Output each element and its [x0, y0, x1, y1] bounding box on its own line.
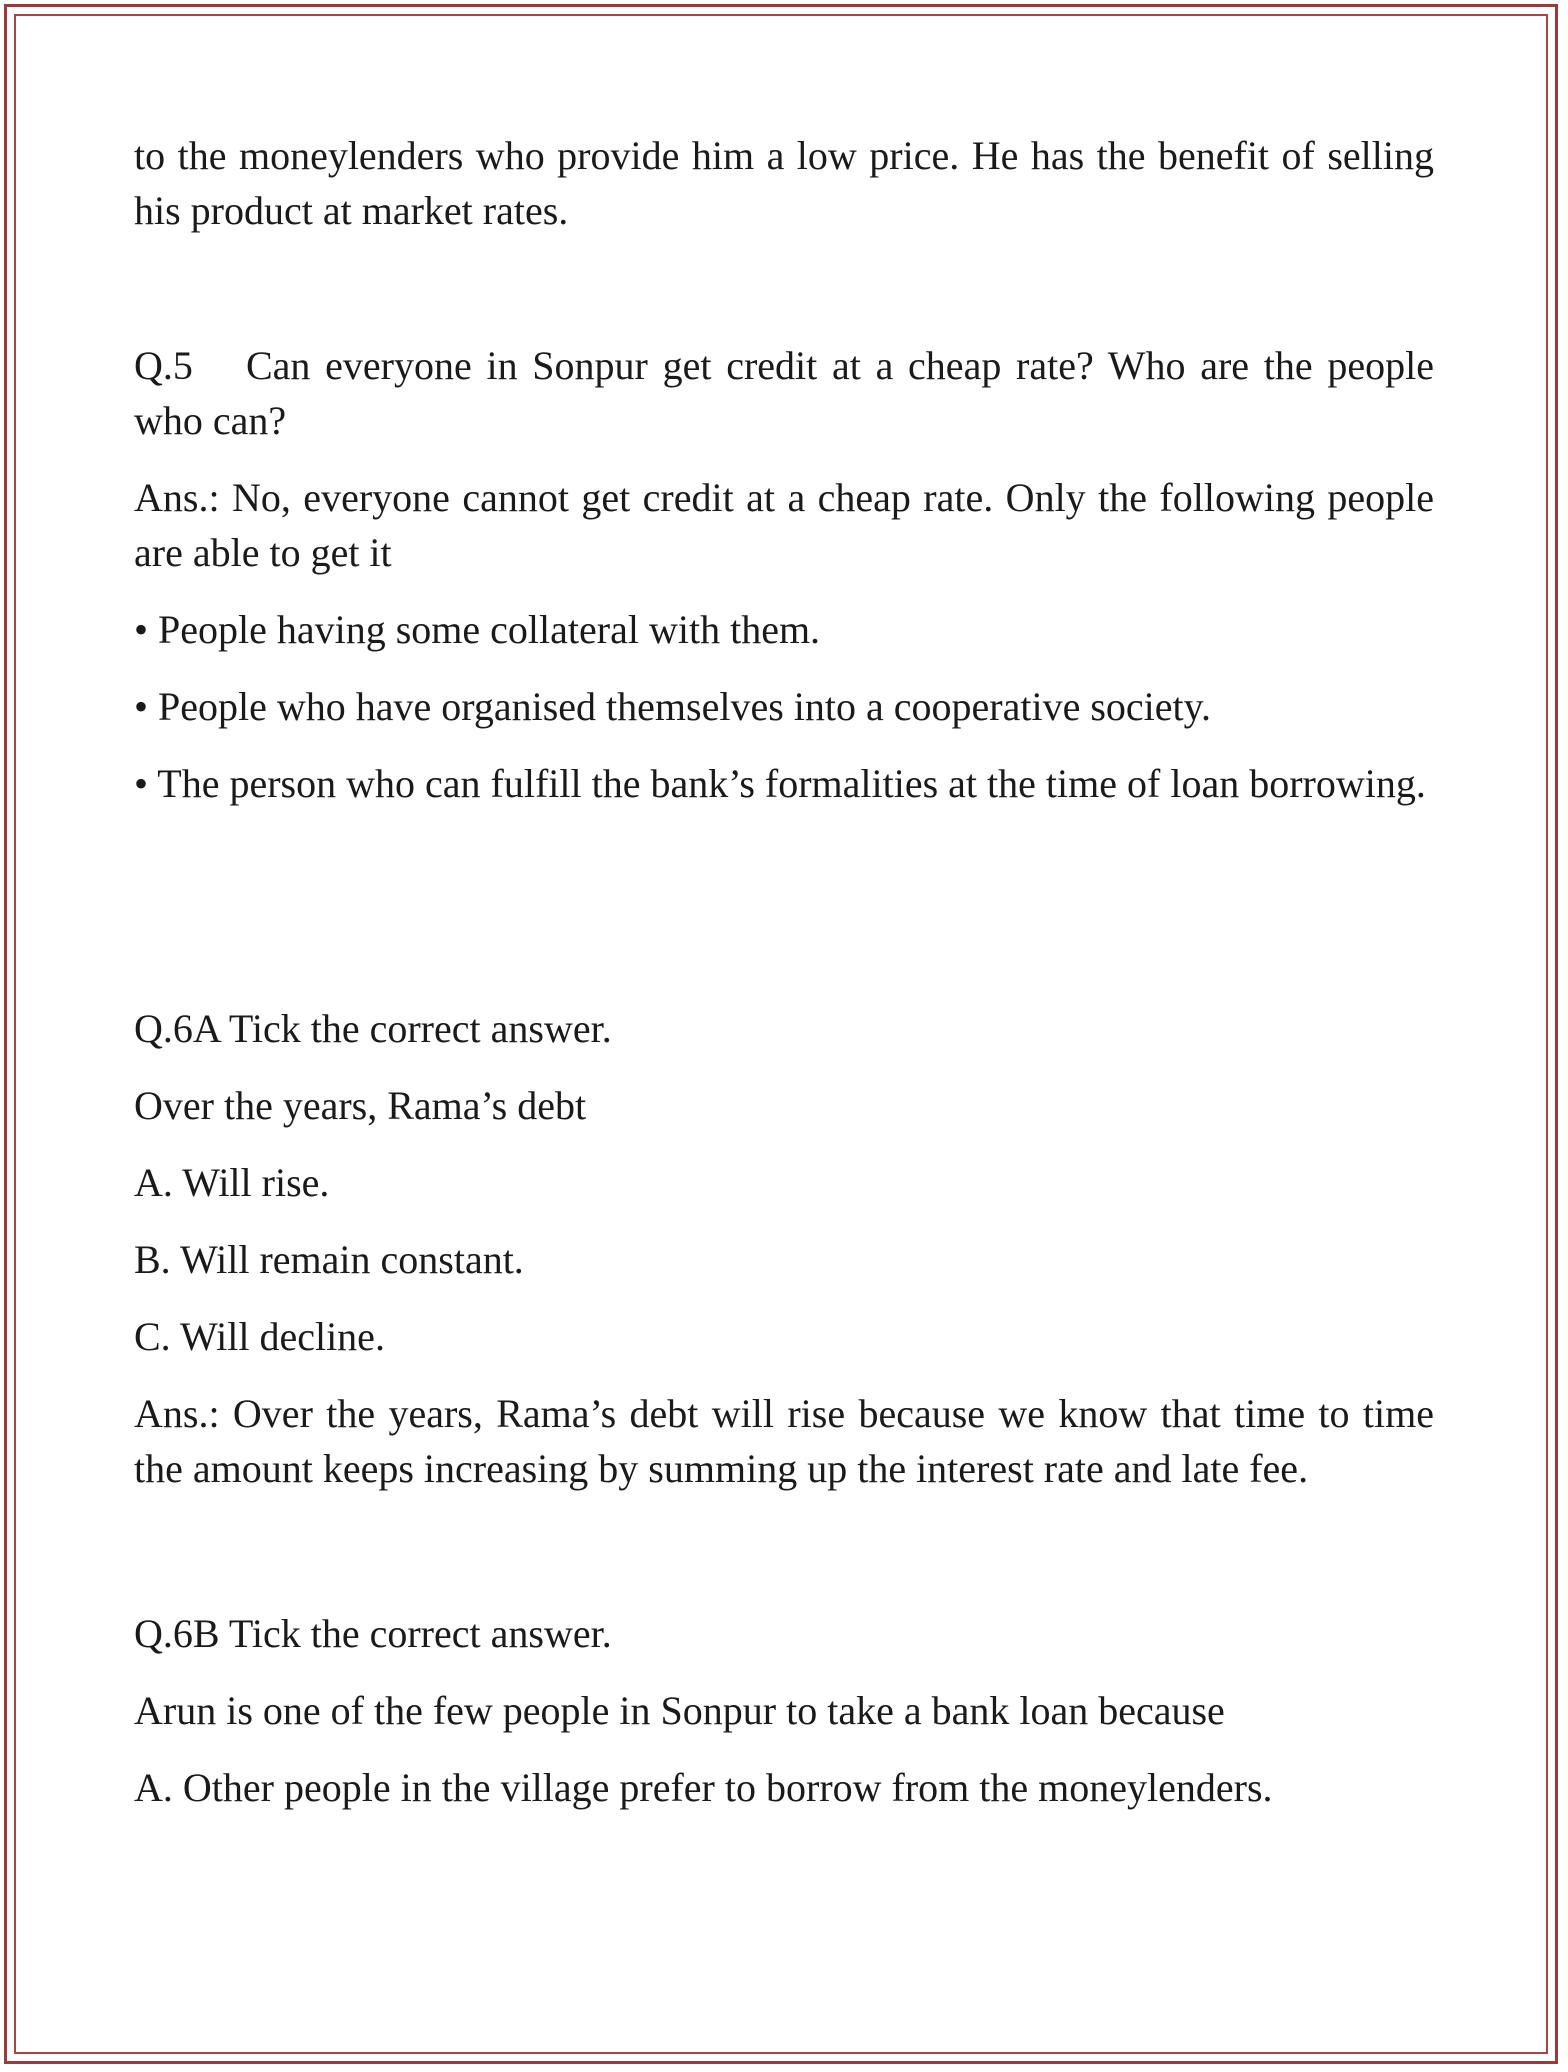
q5-bullet-3: • The person who can fulfill the bank’s formalities at the time of loan borrowing.: [134, 761, 1426, 806]
q6a-answer: Ans.: Over the years, Rama’s debt will rise because we know that time to time the amount keeps increasing by summing up the interest rate and late fee.: [134, 1391, 1434, 1491]
q6a-option-b: B. Will remain constant.: [134, 1237, 524, 1282]
q5-question: [134, 338, 1434, 448]
intro-paragraph: to the moneylenders who provide him a low price. He has the benefit of selling his product at market rates.: [134, 133, 1434, 233]
q6b-stem: Arun is one of the few people in Sonpur to take a bank loan because: [134, 1688, 1225, 1733]
page-content: [134, 128, 1434, 1815]
q5-question-text: Can everyone in Sonpur get credit at a cheap rate? Who are the people who can?: [134, 343, 1434, 443]
q6a-heading: Q.6A Tick the correct answer.: [134, 1006, 612, 1051]
q6a-stem: Over the years, Rama’s debt: [134, 1083, 587, 1128]
q5-bullet-2: • People who have organised themselves into a cooperative society.: [134, 684, 1212, 729]
question-5: [134, 338, 1434, 811]
q5-bullet-1: • People having some collateral with them.: [134, 607, 821, 652]
q5-number: Q.5: [134, 343, 193, 388]
question-6a: [134, 1001, 1434, 1496]
q6b-heading: Q.6B Tick the correct answer.: [134, 1611, 612, 1656]
q6b-option-a: A. Other people in the village prefer to borrow from the moneylenders.: [134, 1765, 1273, 1810]
q5-answer: Ans.: No, everyone cannot get credit at a cheap rate. Only the following people are able to get it: [134, 475, 1434, 575]
question-6b: [134, 1606, 1434, 1815]
q6a-option-a: A. Will rise.: [134, 1160, 330, 1205]
q6a-option-c: C. Will decline.: [134, 1314, 385, 1359]
